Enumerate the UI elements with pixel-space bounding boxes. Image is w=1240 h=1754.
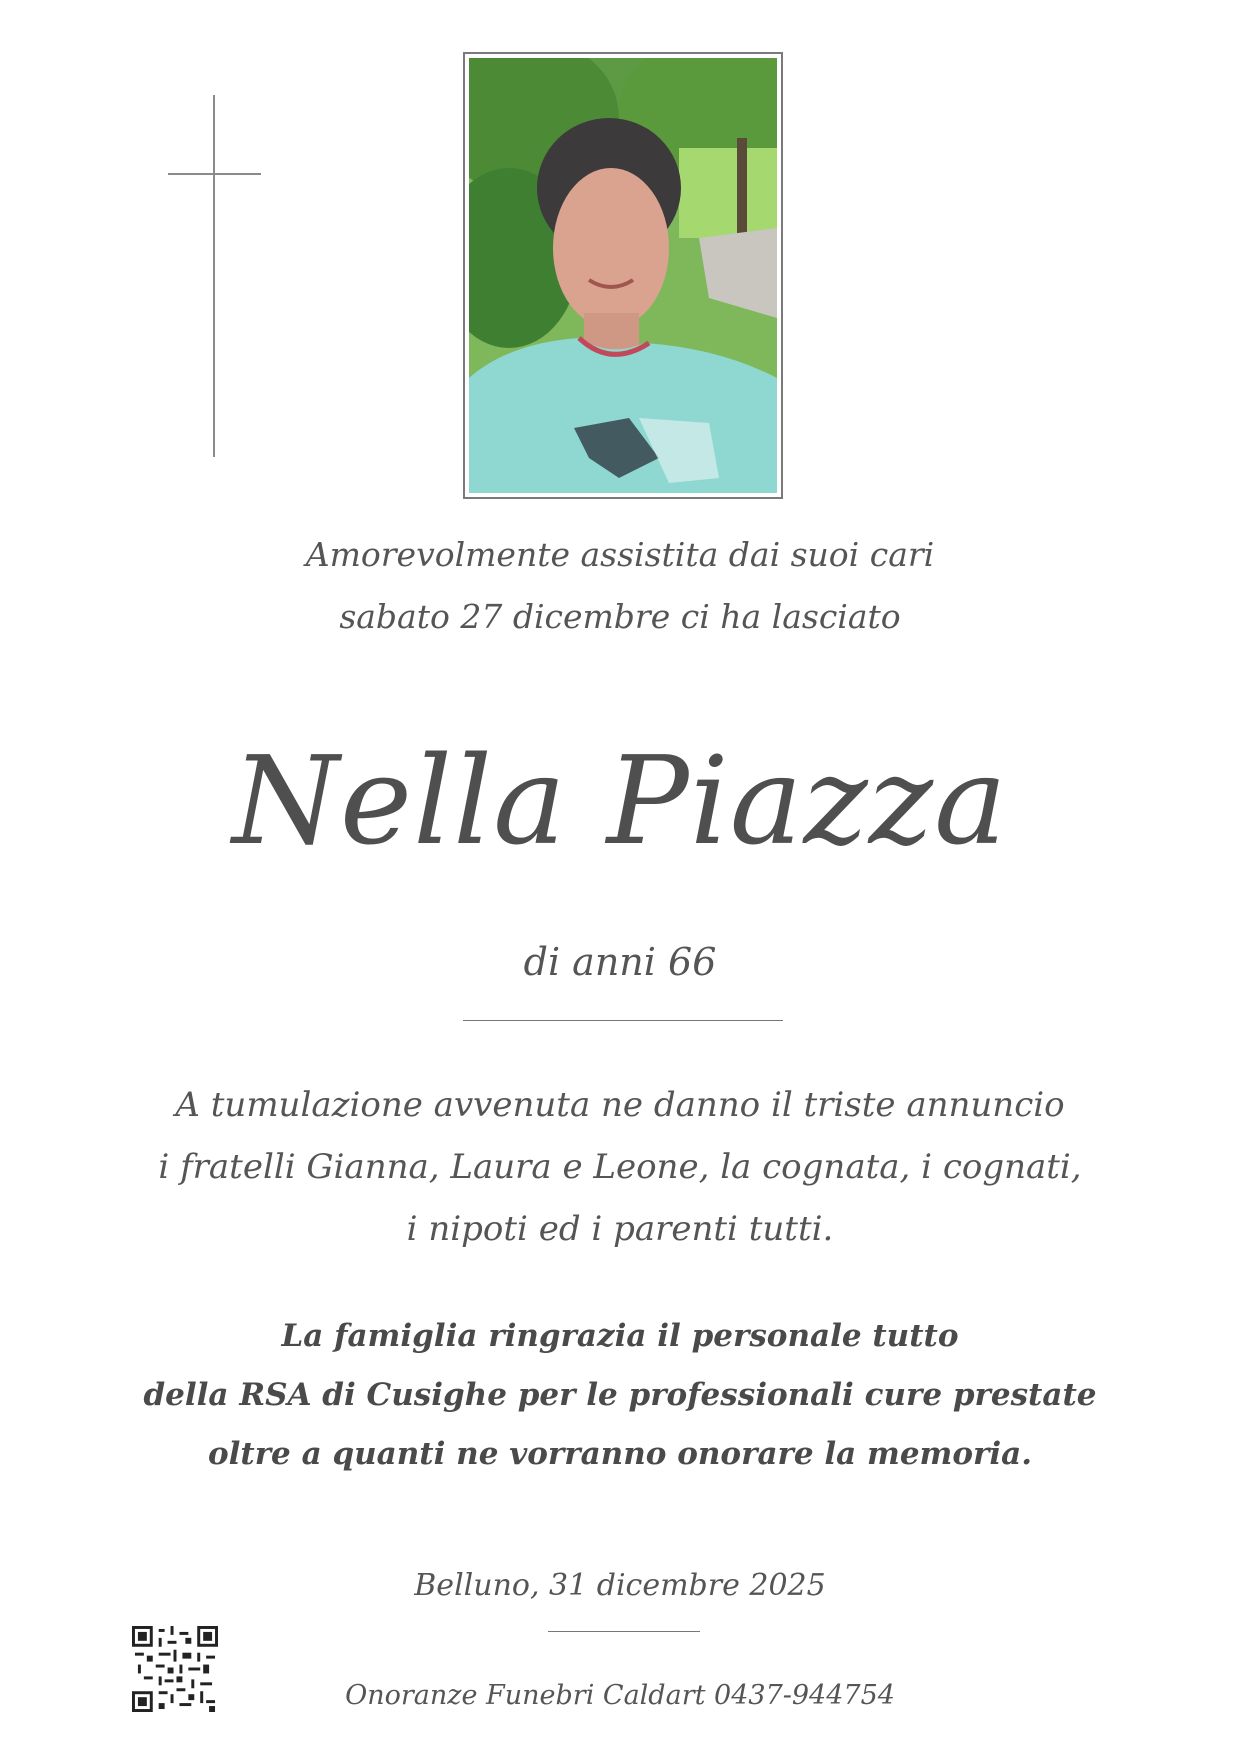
cross-vertical-bar (213, 95, 215, 457)
announcement-line: A tumulazione avvenuta ne danno il triste annuncio (175, 1085, 1065, 1125)
portrait-photo (469, 58, 777, 493)
deceased-name: Nella Piazza (232, 730, 1008, 872)
place-date: Belluno, 31 dicembre 2025 (414, 1568, 826, 1603)
announcement-line: i nipoti ed i parenti tutti. (406, 1209, 834, 1249)
announcement-line: i fratelli Gianna, Laura e Leone, la cognata, i cognati, (158, 1147, 1082, 1187)
thanks-line: La famiglia ringrazia il personale tutto (281, 1318, 959, 1354)
thanks-line: della RSA di Cusighe per le professionali cure prestate (143, 1377, 1097, 1413)
intro-line-1: Amorevolmente assistita dai suoi cari (305, 535, 935, 574)
portrait-photo-frame (463, 52, 783, 499)
age-line: di anni 66 (523, 940, 717, 984)
cross-horizontal-bar (168, 173, 261, 175)
divider (548, 1631, 700, 1632)
qr-code-icon[interactable] (132, 1626, 218, 1712)
thanks-line: oltre a quanti ne vorranno onorare la memoria. (207, 1436, 1033, 1472)
divider (463, 1020, 783, 1021)
funeral-home-contact: Onoranze Funebri Caldart 0437-944754 (345, 1680, 895, 1711)
intro-line-2: sabato 27 dicembre ci ha lasciato (339, 597, 901, 636)
